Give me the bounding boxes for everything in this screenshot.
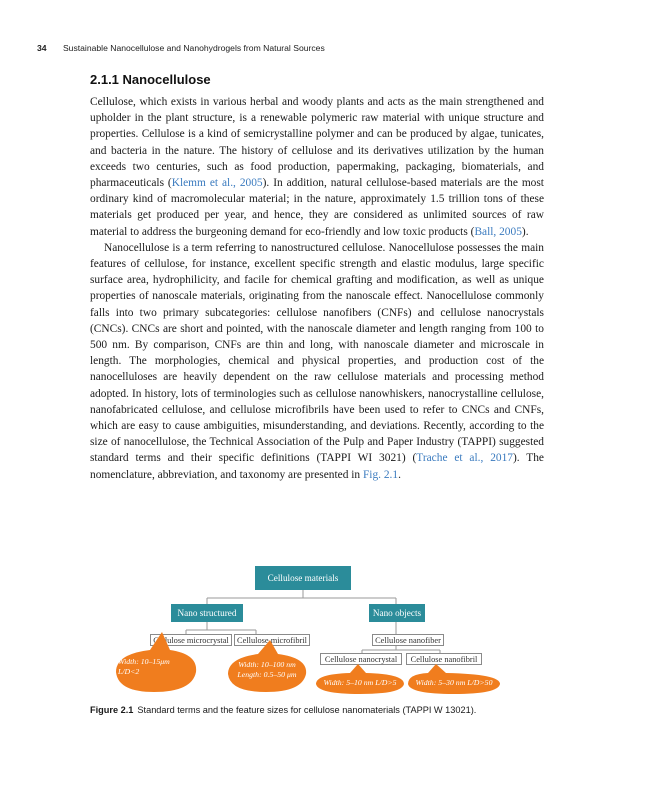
citation-link[interactable]: Klemm et al., 2005	[171, 177, 263, 190]
p2-text-c: .	[398, 468, 401, 481]
figure-label: Figure 2.1	[90, 705, 134, 715]
caption-text: Standard terms and the feature sizes for cellulose nanomaterials (TAPPI W 13021).	[137, 705, 477, 715]
citation-link[interactable]: Trache et al., 2017	[416, 452, 513, 465]
p2-text-a: Nanocellulose is a term referring to nanostructured cellulose. Nanocellulose possesses the main features of cellulose, for instance, excellent specific strength and elastic modulus, large specific surface area, hydrophilicity, and facile for chemical grafting and modification, as well as unique properties of nanoscale materials, originating from the nanoscale effect. Nanocellulose commonly falls into two primary subcategories: cellulose nanofibers (CNFs) and cellulose nanocrystals (CNCs). CNCs are short and pointed, with the nanoscale diameter and length ranging from 100 to 500 nm. By comparison, CNFs are thin and long, with nanoscale diameter and microscale in length. The morphologies, chemical and physical properties, and production cost of the nanocelluloses are heavily dependent on the raw cellulose materials and processing method adopted. In history, lots of terminologies such as cellulose nanowhiskers, nanocrystalline cellulose, nanofabricated cellulose, and cellulose microfibrils have been used to refer to CNCs and CNFs, which are easy to cause ambiguities, misunderstanding, and deviations. Recently, according to the size of nanocellulose, the Technical Association of the Pulp and Paper Industry (TAPPI) suggested standard terms and their specific definitions (TAPPI WI 3021) (	[90, 241, 544, 465]
microfibril-size-callout	[226, 640, 308, 692]
cellulose-materials-node: Cellulose materials	[255, 566, 351, 590]
p2-text-b: ). The nomenclature, abbreviation, and taxonomy are presented in	[90, 452, 544, 481]
p1-text-c: ).	[521, 225, 529, 238]
cellulose-microcrystal-node: Cellulose microcrystal	[150, 634, 232, 646]
body-text	[90, 94, 544, 483]
figure-reference-link[interactable]: Fig. 2.1	[362, 468, 399, 481]
microcrystal-size-callout	[114, 632, 198, 692]
callout-line: Width: 5–30 nm L/D>50	[415, 678, 493, 687]
p1-text-a: Cellulose, which exists in various herbal and woody plants and acts as the main strengthened and upholder in the plant structure, is a renewable polymeric raw material with unique structure and properties. Cellulose is a kind of semicrystalline polymer and can be produced by algae, tunicates, and bacteria in the nature. The history of cellulose and its derivatives utilization by the human exceeds two centuries, such as food production, papermaking, packaging, biomaterials, and pharmaceuticals (	[90, 96, 544, 190]
cellulose-microfibril-node: Cellulose microfibril	[234, 634, 310, 646]
cellulose-nanofibril-node: Cellulose nanofibril	[406, 653, 482, 665]
figure-2-1-diagram	[118, 560, 514, 694]
section-title: 2.1.1 Nanocellulose	[90, 72, 211, 87]
citation-link[interactable]: Ball, 2005	[474, 225, 522, 238]
cellulose-nanofiber-node: Cellulose nanofiber	[372, 634, 444, 646]
callout-line: Width: 5–10 nm L/D>5	[323, 678, 397, 687]
paragraph-1	[90, 94, 544, 240]
nano-structured-node: Nano structured	[171, 604, 243, 622]
paragraph-2	[90, 240, 544, 483]
nano-objects-node: Nano objects	[369, 604, 425, 622]
callout-line: Width: 10–100 nm	[238, 660, 296, 669]
callout-line: L/D<2	[118, 667, 140, 676]
callout-line: Length: 0.5–50 μm	[237, 670, 297, 679]
page-number: 34	[37, 43, 47, 53]
callout-line: Width: 10–15μm	[118, 657, 170, 666]
nanofibril-size-callout	[406, 664, 502, 694]
running-title: Sustainable Nanocellulose and Nanohydrogels from Natural Sources	[62, 43, 325, 53]
p1-text-b: ). In addition, natural cellulose-based materials are the most ordinary kind of macromolecular material; in the nature, approximately 1.5 trillion tons of these materials get produced per year, and hence, they are considered as unlimited sources of raw material to address the burgeoning demand for eco-friendly and low toxic products (	[90, 177, 544, 238]
cellulose-nanocrystal-node: Cellulose nanocrystal	[320, 653, 402, 665]
nanocrystal-size-callout	[314, 664, 406, 694]
running-header	[37, 43, 325, 53]
figure-caption	[90, 705, 560, 715]
